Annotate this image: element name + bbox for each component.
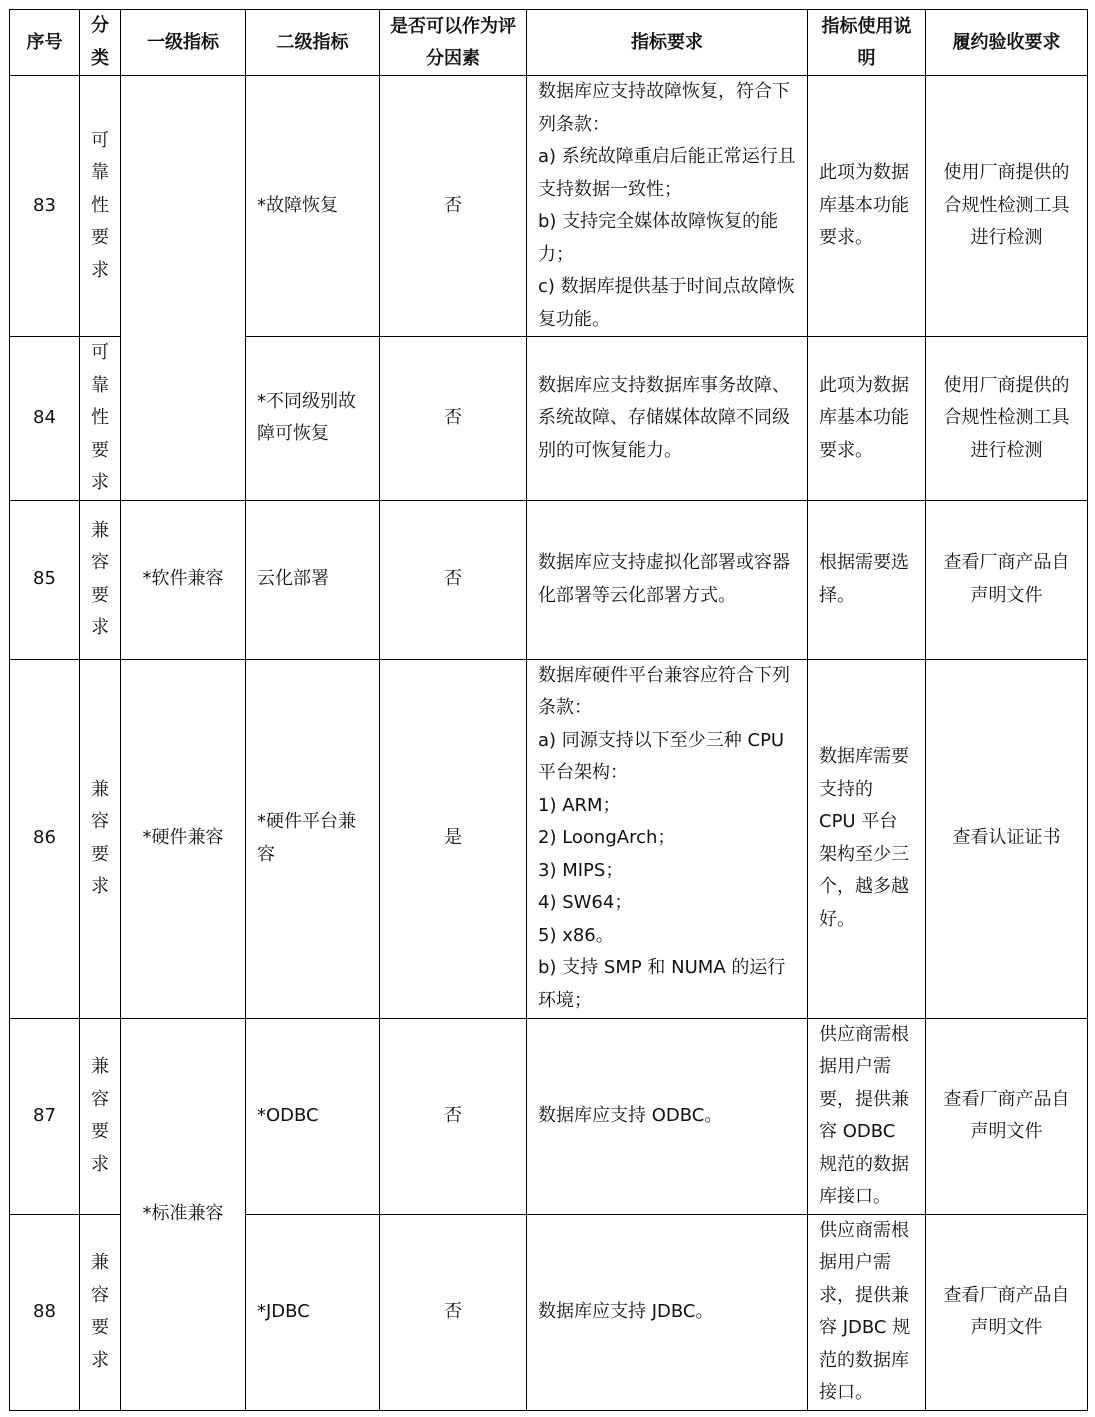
- row-category: 兼容要求: [80, 500, 121, 659]
- row-level2: 云化部署: [246, 500, 380, 659]
- row-category: 兼容要求: [80, 659, 121, 1018]
- row-no: 86: [10, 659, 80, 1018]
- row-usage: 供应商需根据用户需要，提供兼容 ODBC 规范的数据库接口。: [808, 1018, 926, 1214]
- header-acceptance: 履约验收要求: [926, 10, 1088, 76]
- table-row: [10, 659, 1088, 1018]
- row-usage: 根据需要选择。: [808, 500, 926, 659]
- row-requirement: 数据库硬件平台兼容应符合下列条款： a) 同源支持以下至少三种 CPU 平台架构： 1) ARM； 2) LoongArch； 3) MIPS； 4) SW64； 5) x86。 b) 支持 SMP 和 NUMA 的运行环境；: [527, 659, 808, 1018]
- row-usage: 此项为数据库基本功能要求。: [808, 76, 926, 337]
- row-level1-empty: [121, 76, 246, 501]
- header-category: 分类: [80, 10, 121, 76]
- row-no: 83: [10, 76, 80, 337]
- row-scoring: 否: [380, 76, 527, 337]
- row-usage: 数据库需要支持的 CPU 平台架构至少三个，越多越好。: [808, 659, 926, 1018]
- row-no: 87: [10, 1018, 80, 1214]
- row-requirement: 数据库应支持故障恢复，符合下列条款： a) 系统故障重启后能正常运行且支持数据一致性； b) 支持完全媒体故障恢复的能力； c) 数据库提供基于时间点故障恢复功能。: [527, 76, 808, 337]
- row-category: 可靠性要求: [80, 337, 121, 501]
- header-row: [10, 10, 1088, 76]
- row-level2: *JDBC: [246, 1214, 380, 1410]
- header-no: 序号: [10, 10, 80, 76]
- row-scoring: 否: [380, 337, 527, 501]
- row-level2: *ODBC: [246, 1018, 380, 1214]
- row-requirement: 数据库应支持 ODBC。: [527, 1018, 808, 1214]
- row-category: 兼容要求: [80, 1018, 121, 1214]
- row-acceptance: 使用厂商提供的合规性检测工具进行检测: [926, 76, 1088, 337]
- header-usage: 指标使用说明: [808, 10, 926, 76]
- row-usage: 供应商需根据用户需求，提供兼容 JDBC 规范的数据库接口。: [808, 1214, 926, 1410]
- row-requirement: 数据库应支持 JDBC。: [527, 1214, 808, 1410]
- header-level2: 二级指标: [246, 10, 380, 76]
- row-level2: *不同级别故障可恢复: [246, 337, 380, 501]
- row-usage: 此项为数据库基本功能要求。: [808, 337, 926, 501]
- table-row: [10, 1018, 1088, 1214]
- row-category: 兼容要求: [80, 1214, 121, 1410]
- table-row: [10, 500, 1088, 659]
- table-row: [10, 76, 1088, 337]
- header-scoring: 是否可以作为评分因素: [380, 10, 527, 76]
- row-scoring: 否: [380, 1214, 527, 1410]
- row-scoring: 否: [380, 1018, 527, 1214]
- row-no: 84: [10, 337, 80, 501]
- row-level1: *软件兼容: [121, 500, 246, 659]
- requirements-table: [9, 9, 1088, 1411]
- row-no: 88: [10, 1214, 80, 1410]
- row-category: 可靠性要求: [80, 76, 121, 337]
- row-acceptance: 查看认证证书: [926, 659, 1088, 1018]
- row-requirement: 数据库应支持数据库事务故障、系统故障、存储媒体故障不同级别的可恢复能力。: [527, 337, 808, 501]
- row-acceptance: 查看厂商产品自声明文件: [926, 1018, 1088, 1214]
- header-level1: 一级指标: [121, 10, 246, 76]
- row-scoring: 否: [380, 500, 527, 659]
- row-acceptance: 查看厂商产品自声明文件: [926, 1214, 1088, 1410]
- row-requirement: 数据库应支持虚拟化部署或容器化部署等云化部署方式。: [527, 500, 808, 659]
- row-level2: *硬件平台兼容: [246, 659, 380, 1018]
- row-acceptance: 查看厂商产品自声明文件: [926, 500, 1088, 659]
- row-no: 85: [10, 500, 80, 659]
- row-scoring: 是: [380, 659, 527, 1018]
- row-acceptance: 使用厂商提供的合规性检测工具进行检测: [926, 337, 1088, 501]
- row-level1: *标准兼容: [121, 1018, 246, 1410]
- header-requirement: 指标要求: [527, 10, 808, 76]
- row-level1: *硬件兼容: [121, 659, 246, 1018]
- row-level2: *故障恢复: [246, 76, 380, 337]
